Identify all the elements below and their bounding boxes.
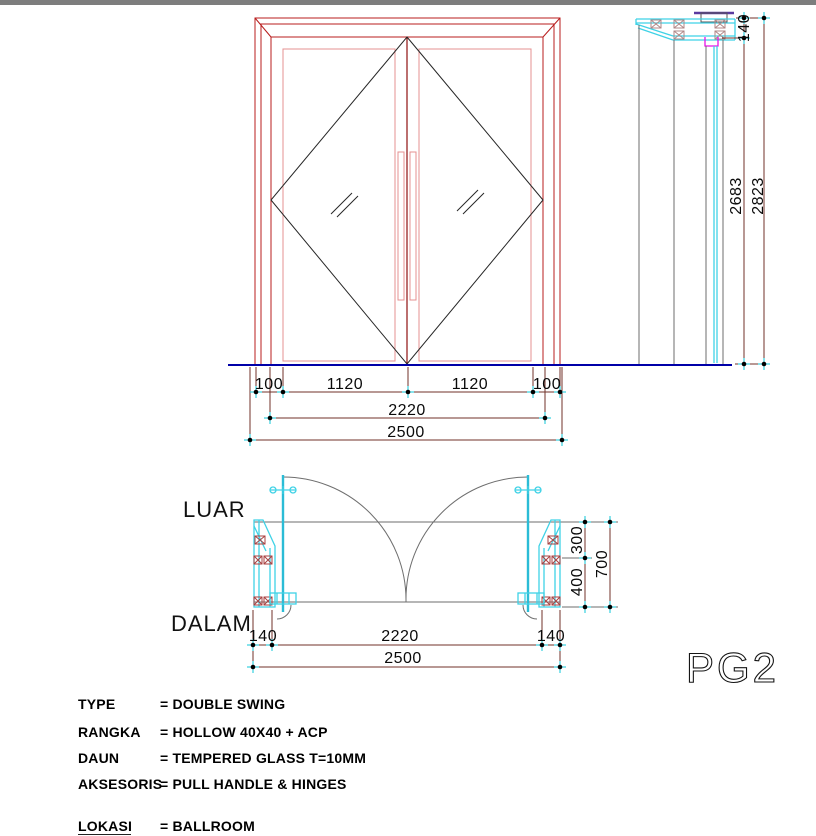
plan-dim-140-left: 140 bbox=[248, 628, 278, 645]
section-dim-2683: 2683 bbox=[728, 177, 745, 215]
spec-label-rangka: RANGKA bbox=[78, 724, 141, 740]
glass-hatch-left bbox=[331, 193, 358, 217]
swing-arc-right bbox=[406, 477, 528, 600]
frame-post-left bbox=[254, 520, 275, 607]
drawing-title: PG2 bbox=[686, 644, 780, 691]
elev-dim-100-left: 100 bbox=[254, 376, 284, 393]
spec-value-lokasi: = BALLROOM bbox=[160, 818, 255, 834]
section-dimensions bbox=[722, 12, 770, 370]
label-outside: LUAR bbox=[183, 497, 246, 522]
pull-handle-right bbox=[410, 152, 416, 300]
left-door-leaf bbox=[283, 49, 395, 361]
spec-value-type: = DOUBLE SWING bbox=[160, 696, 286, 712]
section-anchor-box bbox=[701, 13, 727, 22]
window-top-edge bbox=[0, 0, 816, 5]
elev-dim-2500: 2500 bbox=[387, 424, 425, 441]
spec-table bbox=[78, 696, 366, 835]
plan-dim-400: 400 bbox=[569, 567, 586, 597]
elevation-view bbox=[255, 18, 560, 364]
section-dim-140: 140 bbox=[736, 13, 753, 43]
pivot-hinge-left bbox=[270, 486, 296, 494]
elevation-dimensions bbox=[244, 367, 568, 446]
glass-hatch-right bbox=[457, 190, 484, 214]
spec-label-lokasi: LOKASI bbox=[78, 818, 133, 834]
frame-post-right bbox=[539, 520, 560, 607]
right-door-leaf bbox=[419, 49, 531, 361]
pull-handle-left bbox=[398, 152, 404, 300]
plan-dim-700: 700 bbox=[594, 549, 611, 579]
plan-dim-2500: 2500 bbox=[384, 650, 422, 667]
spec-label-daun: DAUN bbox=[78, 750, 120, 766]
section-view bbox=[636, 13, 735, 364]
spec-label-type: TYPE bbox=[78, 696, 116, 712]
spec-value-rangka: = HOLLOW 40X40 + ACP bbox=[160, 724, 328, 740]
swing-arc-left bbox=[283, 477, 406, 600]
elev-dim-100-right: 100 bbox=[532, 376, 562, 393]
spec-label-aksesoris: AKSESORIS bbox=[78, 776, 163, 792]
elev-dim-2220: 2220 bbox=[388, 402, 426, 419]
elev-dim-1120-right: 1120 bbox=[451, 376, 489, 393]
plan-view bbox=[254, 475, 618, 619]
plan-dim-2220: 2220 bbox=[381, 628, 419, 645]
spec-value-aksesoris: = PULL HANDLE & HINGES bbox=[160, 776, 347, 792]
elev-dim-1120-left: 1120 bbox=[326, 376, 364, 393]
spec-value-daun: = TEMPERED GLASS T=10MM bbox=[160, 750, 367, 766]
section-dim-2823: 2823 bbox=[750, 177, 767, 215]
pivot-hinge-right bbox=[515, 486, 541, 494]
plan-dim-140-right: 140 bbox=[536, 628, 566, 645]
plan-dim-300: 300 bbox=[569, 525, 586, 555]
label-inside: DALAM bbox=[171, 611, 252, 636]
